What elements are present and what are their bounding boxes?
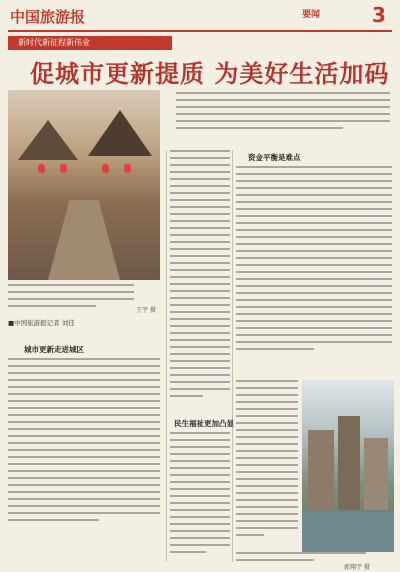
top-photo-credit: 王宇 摄 [136, 307, 156, 314]
column-rule [166, 150, 167, 562]
header-rule [8, 30, 392, 32]
bottom-photo-credit: 郭翔宇 摄 [344, 564, 370, 571]
subhead-funding: 资金平衡是难点 [248, 153, 301, 162]
lantern-decor [60, 164, 67, 173]
page-number: 3 [372, 3, 386, 27]
roof-shape-left [18, 120, 78, 160]
riverside-photo [302, 380, 394, 552]
page-header [0, 0, 400, 34]
lantern-decor [38, 164, 45, 173]
street-photo [8, 90, 160, 280]
subhead-livelihood: 民生福祉更加凸显 [174, 419, 234, 428]
masthead-logo: 中国旅游报 [10, 8, 86, 26]
building-shape [308, 430, 334, 510]
body-text-col2 [170, 150, 230, 402]
body-text-col3 [236, 166, 392, 355]
section-banner: 新时代新征程新伟业 [8, 36, 172, 50]
top-photo-caption [8, 284, 134, 312]
building-shape [364, 438, 388, 510]
column-rule [232, 150, 233, 562]
lantern-decor [124, 164, 131, 173]
body-text-col3b [236, 380, 298, 541]
water-shape [302, 512, 394, 552]
building-shape [338, 416, 360, 510]
main-headline: 促城市更新提质 为美好生活加码 [30, 59, 390, 88]
roof-shape-right [88, 110, 152, 156]
lead-text [176, 92, 390, 134]
subhead-urban-renewal: 城市更新走进城区 [24, 345, 84, 354]
section-name: 要闻 [302, 10, 321, 20]
body-text-col2b [170, 432, 230, 558]
body-text-col1 [8, 358, 160, 526]
street-shape [48, 200, 120, 280]
byline: ■中国旅游报记者 刘佳 [8, 319, 75, 327]
lantern-decor [102, 164, 109, 173]
